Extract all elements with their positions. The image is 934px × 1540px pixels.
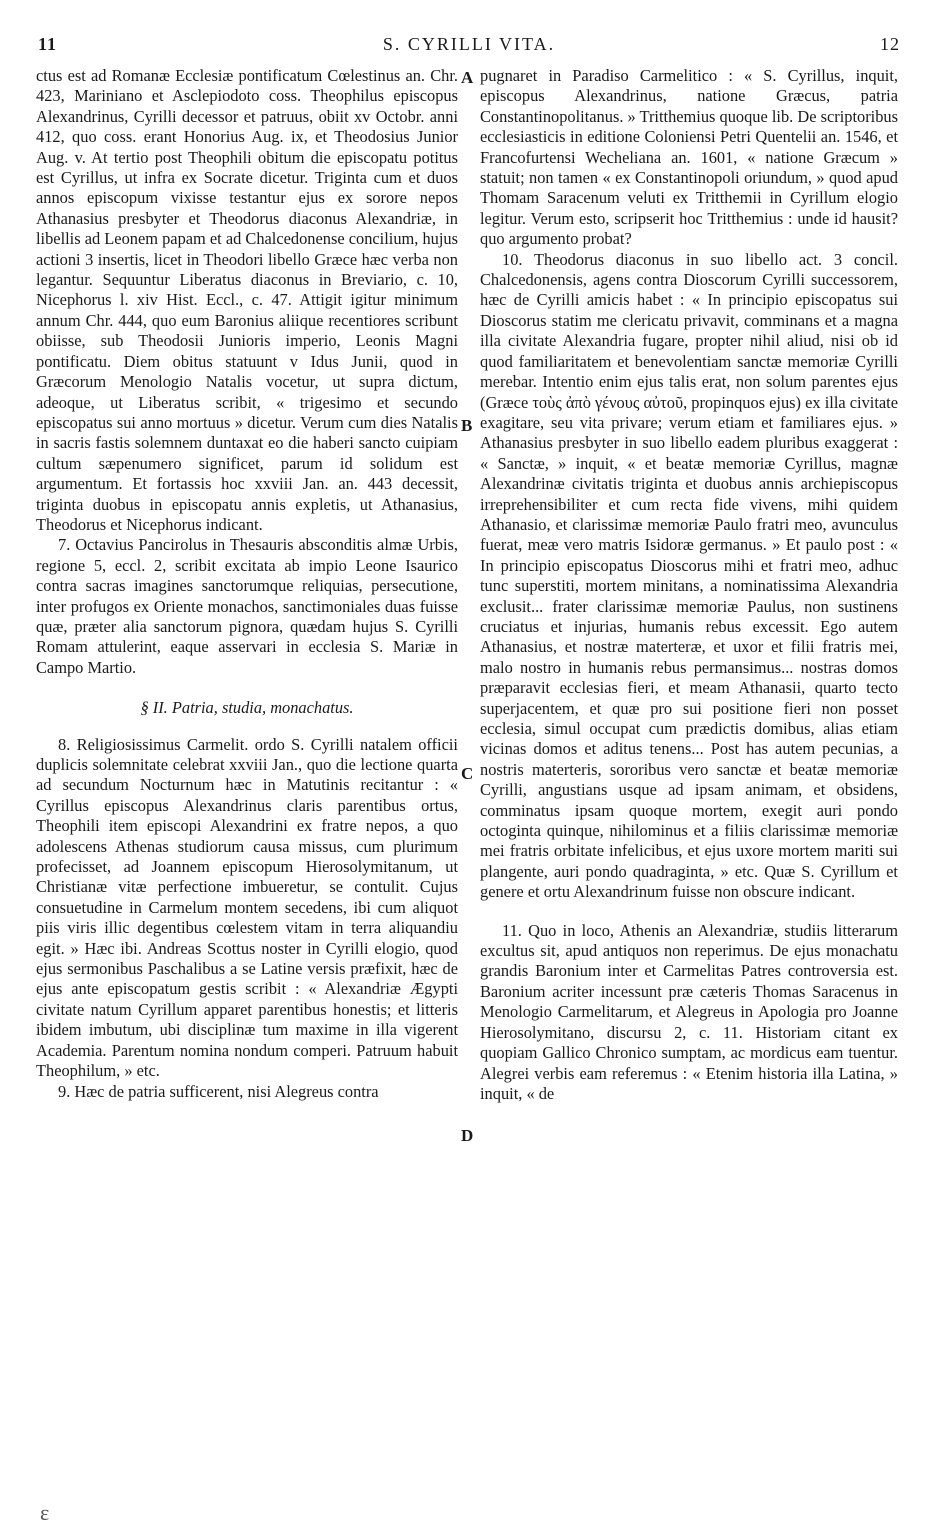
section-heading: § II. Patria, studia, monachatus. xyxy=(140,698,354,718)
paragraph-9-continued: pugnaret in Paradiso Carmelitico : « S. Cyrillus, inquit, episcopus Alexandrinus, natione Græcus, patria Constantinopolitanus. » Tritthemius quoque lib. De scriptoribus ecclesiasticis in editione Coloniensi Petri Quentelii an. 1546, et Francofurtensi Wecheliana an. 1601, « natione Græcum » statuit; non tamen « ex Constantinopoli oriundum, » quod apud Thomam Saracenum veluti ex Tritthemii in Cyrillum elogio legitur. Verum esto, scripserit hoc Tritthemius : unde id hausit? quo argumento probat? xyxy=(480,66,898,249)
margin-marker-c: C xyxy=(461,764,474,783)
margin-marker-b: B xyxy=(461,416,473,435)
paragraph-7: 7. Octavius Pancirolus in Thesauris absconditis almæ Urbis, regione 5, eccl. 2, scribit excitata ab impio Leone Isaurico contra sacras imagines sanctorumque reliquias, persecutione, inter profugos ex Oriente monachos, sanctimoniales duas fuisse quæ, præter alia sanctorum pignora, quædam hujus S. Cyrilli Romam attulerint, eaque asservari in ecclesia S. Mariæ in Campo Martio. xyxy=(36,535,458,677)
paragraph-11: 11. Quo in loco, Athenis an Alexandriæ, studiis litterarum excultus sit, apud antiquos non reperimus. De ejus monachatu grandis Baronium inter et Carmelitas Patres controversia est. Baronium acriter incessunt præ cæteris Thomas Saracenus in Menologio Carmelitarum, et Alegreus in Apologia pro Joanne Hierosolymitano, discursu 2, c. 11. Historiam citant ex quopiam Gallico Chronico sumptam, ac mordicus eam tuentur. Alegrei verbis eam referemus : « Etenim historia illa Latina, » inquit, « de xyxy=(480,920,898,1103)
running-header xyxy=(38,34,900,62)
right-page-number: 12 xyxy=(880,34,900,54)
margin-marker-d: D xyxy=(461,1126,474,1145)
paragraph-9: 9. Hæc de patria sufficerent, nisi Alegreus contra xyxy=(58,1081,379,1101)
paragraph-10: 10. Theodorus diaconus in suo libello act. 3 concil. Chalcedonensis, agens contra Dioscorum Cyrilli successorem, hæc de Cyrilli amicis habet : « In principio episcopatus sui Dioscorus statim me clericatu privavit, comminans et a magna illa civitate Alexandria fugare, propter nihil aliud, nisi ob id quod familiaritatem et benevolentiam sanctæ memoriæ Cyrilli merebar. Intentio enim ejus talis erat, non solum parentes ejus (Græce τοὺς ἀπὸ γένους αὐτοῦ, propinquos ejus) ex illa civitate exagitare, seu vita privare; verum etiam et familiares ejus. » Athanasius presbyter in suo libello eadem pluribus exaggerat : « Sanctæ, » inquit, « et beatæ memoriæ Cyrillus, magnæ Alexandrinæ civitatis triginta et duobus annis archiepiscopus irreprehensibiliter et cum recta fide vivens, mihi quidem Athanasio, et clarissimæ memoriæ Paulo fratri meo, avunculus fuerat, meæ vero matris Isidoræ germanus. » Et paulo post : « In principio episcopatus Dioscorus mihi et fratri meo, adhuc tunc superstiti, mortem minitans, a nominatissima Alexandria exclusit... frater clarissimæ memoriæ Paulus, non sustinens cruciatus et injurias, humanis rebus excessit. Ego autem Athanasius, et nostræ materteræ, et uxor et filii fratris mei, malo nostro in humanis rebus permansimus... nostras domos præparavit ecclesias fieri, et meam Athanasii, quarto tecto superjacentem, et quæ pro sui positione fieri non posset ecclesia, simul occupat cum prædictis domibus, alias etiam vicinas domos et aditus tenens... Post has autem pecunias, a nostris materteris, sororibus vero sanctæ et beatæ memoriæ Cyrilli, angustians usque ad ipsam animam, et obsidens, comminatus ipsam quoque mortem, exegit auri pondo octoginta quinque, nihilominus et a filiis clarissimæ memoriæ mei fratris orbitate infelicibus, et ejus uxore mortem mariti sui plangente, auri pondo quadraginta, » etc. Quæ S. Cyrillum et genere et ortu Alexandrinum fuisse non obscure indicant. xyxy=(480,249,898,902)
margin-marker-a: A xyxy=(461,68,474,87)
paragraph-8: 8. Religiosissimus Carmelit. ordo S. Cyrilli natalem officii duplicis solemnitate celebrat xxviii Jan., quo die lectione quarta ad secundum Nocturnum hæc in Matutinis recitantur : « Cyrillus episcopus Alexandrinus claris parentibus ortus, Theophili item episcopi Alexandrini ex fratre nepos, a quo adolescens Athenas studiorum causa missus, cum plurimum profecisset, ad Joannem episcopum Hierosolymitanum, ut Christianæ vitæ perfectione imbueretur, se contulit. Cujus consuetudine in Carmelum montem secedens, ibi cum aliquot piis viris illic degentibus cœlestem vitam in terra aliquandiu egit. » Hæc ibi. Andreas Scottus noster in Cyrilli elogio, quod ejus sermonibus Paschalibus a se Latine versis præfixit, hæc de ejus ante episcopatum gestis scribit : « Alexandriæ Ægypti civitate natum Cyrillum apparet parentibus honestis; et litteris ibidem imbutum, ubi disciplinæ tum maxime in illa vigerent Academia. Parentum nomina nondum comperi. Patruum habuit Theophilum, » etc. xyxy=(36,734,458,1081)
running-title: S. CYRILLI VITA. xyxy=(382,34,556,54)
left-column xyxy=(36,66,458,1102)
paragraph-6-continued: ctus est ad Romanæ Ecclesiæ pontificatum Cœlestinus an. Chr. 423, Mariniano et Asclepiodoto coss. Theophilus episcopus Alexandrinus, Cyrilli decessor et patruus, obiit xv Octobr. anni 412, quo coss. erant Honorius Aug. ix, et Theodosius Junior Aug. v. At tertio post Theophili obitum die episcopatu potitus est Cyrillus, ut infra ex Socrate dicetur. Triginta cum et duos annos episcopum vixisse testantur ejus ex sorore nepos Athanasius presbyter et Theodorus diaconus Alexandriæ, in libellis ad Leonem papam et ad Chalcedonense concilium, hujus actioni 3 insertis, licet in Theodori libello Græce hæc verba non legantur. Sequuntur Liberatus diaconus in Breviario, c. 10, Nicephorus l. xiv Hist. Eccl., c. 47. Attigit igitur minimum annum Chr. 444, quo eum Baronius aliique recentiores scribunt obiisse, sub Theodosii Junioris imperio, Leonis Magni pontificatu. Diem obitus statuunt v Idus Junii, quod in Græcorum Menologio Natalis vocetur, ut supra dictum, adeoque, ut Liberatus scribit, « trigesimo et secundo episcopatus sui anno mortuus » dicetur. Verum cum dies Natalis in sacris fastis solemnem duntaxat eo die haberi sancto cuipiam cultum sæpenumero significet, parum id solidum est argumentum. Et fortassis hoc xxviii Jan. an. 443 decessit, triginta duobus in episcopatu annis expletis, ut Athanasius, Theodorus et Nicephorus indicant. xyxy=(36,66,458,534)
footer-mark: ε xyxy=(40,1500,50,1525)
left-page-number: 11 xyxy=(38,34,58,54)
right-column xyxy=(480,66,898,1104)
